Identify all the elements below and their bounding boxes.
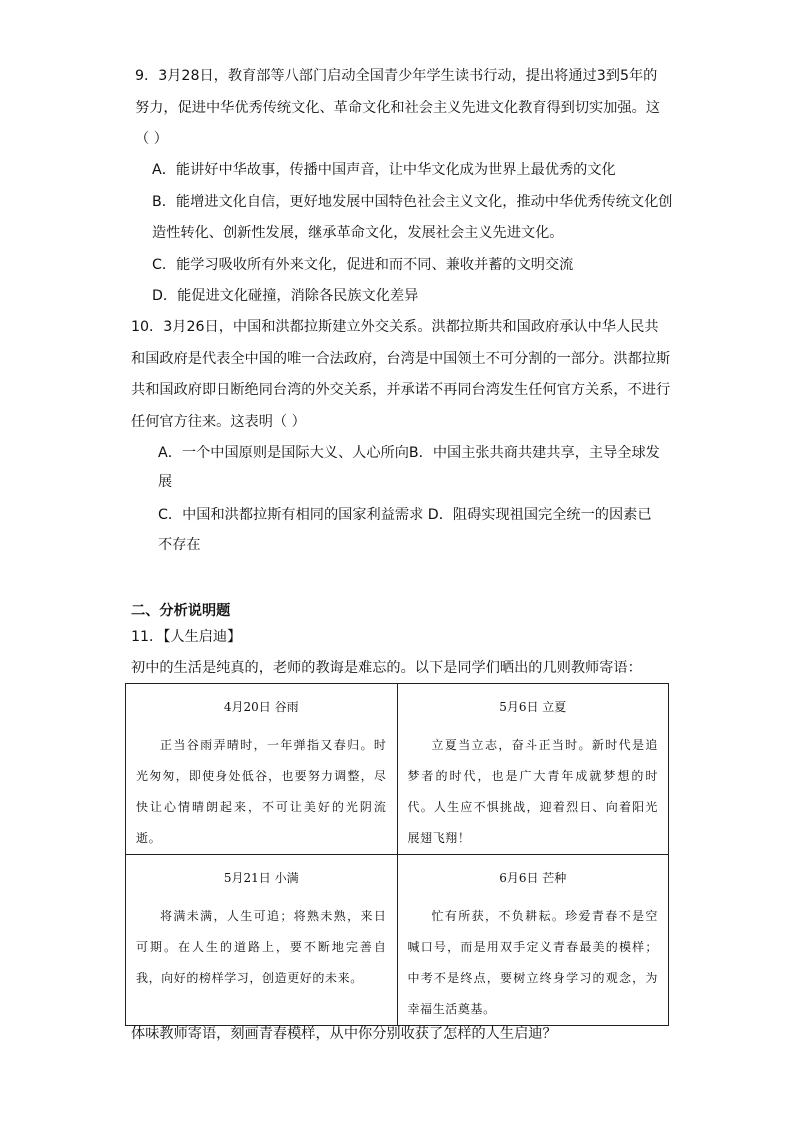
message-card xyxy=(397,855,669,1026)
card-date: 5月21日 小满 xyxy=(223,871,299,885)
q9-answer-blank: （ ） xyxy=(135,131,168,147)
q11-question: 体味教师寄语，刻画青春模样，从中你分别收获了怎样的人生启迪？ xyxy=(131,1026,557,1042)
card-date: 6月6日 芒种 xyxy=(499,871,567,885)
card-date: 4月20日 谷雨 xyxy=(223,700,299,714)
message-card xyxy=(126,684,398,855)
q9-option-b: B．能增进文化自信，更好地发展中国特色社会主义文化，推动中华优秀传统文化创 xyxy=(152,194,673,210)
q9-option-a: A．能讲好中华故事，传播中国声音，让中华文化成为世界上最优秀的文化 xyxy=(152,162,616,178)
q9-option-b-cont: 造性转化、创新性发展，继承革命文化，发展社会主义先进文化。 xyxy=(152,225,564,241)
card-text: 正当谷雨弄晴时，一年弹指又春归。时光匆匆，即使身处低谷，也要努力调整，尽快让心情晴朗起来，不可让美好的光阴流逝。 xyxy=(136,738,387,845)
q10-option-ab-cont: 展 xyxy=(158,474,173,490)
teacher-message-table xyxy=(125,683,669,1026)
card-text: 立夏当立志，奋斗正当时。新时代是追梦者的时代，也是广大青年成就梦想的时代。人生应不惧挑战，迎着烈日、向着阳光展翅飞翔！ xyxy=(407,738,658,845)
card-date: 5月6日 立夏 xyxy=(499,700,567,714)
section-heading: 二、分析说明题 xyxy=(131,603,231,619)
q9-stem-line-1: 9．3月28日，教育部等八部门启动全国青少年学生读书行动，提出将通过3到5年的 xyxy=(135,68,658,84)
q10-option-cd-cont: 不存在 xyxy=(158,537,201,553)
q11-title: 11．【人生启迪】 xyxy=(131,629,242,645)
message-card xyxy=(126,855,398,1026)
card-text: 忙有所获，不负耕耘。珍爱青春不是空喊口号，而是用双手定义青春最美的模样；中考不是终点，要树立终身学习的观念，为幸福生活奠基。 xyxy=(407,909,658,1016)
q10-stem-line-3: 共和国政府即日断绝同台湾的外交关系，并承诺不再同台湾发生任何官方关系，不进行 xyxy=(131,382,671,398)
message-card xyxy=(397,684,669,855)
q10-option-ab: A．一个中国原则是国际大义、人心所向B．中国主张共商共建共享，主导全球发 xyxy=(158,445,660,461)
q10-stem-line-2: 和国政府是代表全中国的唯一合法政府，台湾是中国领土不可分割的一部分。洪都拉斯 xyxy=(131,351,671,367)
card-text: 将满未满，人生可追；将熟未熟，来日可期。在人生的道路上，要不断地完善自我，向好的榜样学习，创造更好的未来。 xyxy=(136,909,387,985)
q9-option-c: C．能学习吸收所有外来文化，促进和而不同、兼收并蓄的文明交流 xyxy=(152,257,574,273)
q11-intro: 初中的生活是纯真的，老师的教诲是难忘的。以下是同学们晒出的几则教师寄语： xyxy=(131,660,642,676)
q10-option-cd: C．中国和洪都拉斯有相同的国家利益需求 D．阻碍实现祖国完全统一的因素已 xyxy=(158,507,652,523)
q10-stem-line-1: 10．3月26日，中国和洪都拉斯建立外交关系。洪都拉斯共和国政府承认中华人民共 xyxy=(131,319,659,335)
q9-option-d: D．能促进文化碰撞，消除各民族文化差异 xyxy=(152,288,419,304)
q9-stem-line-2: 努力，促进中华优秀传统文化、革命文化和社会主义先进文化教育得到切实加强。这 xyxy=(135,100,660,116)
q10-stem-line-4: 任何官方往来。这表明（ ） xyxy=(131,414,306,430)
